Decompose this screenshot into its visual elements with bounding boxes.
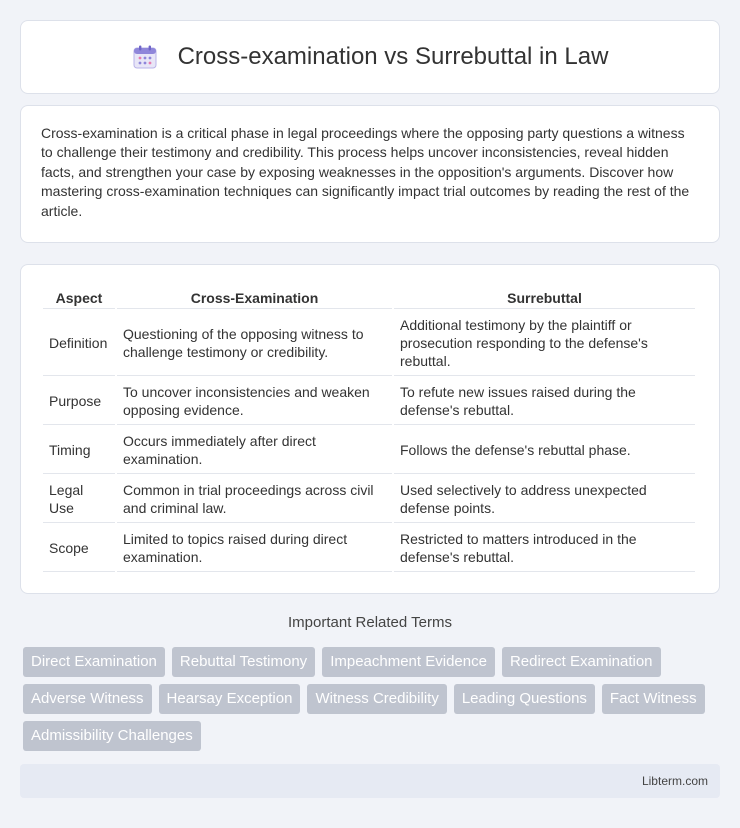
row-surrebuttal: Additional testimony by the plaintiff or prosecution responding to the defense's rebuttal. xyxy=(394,311,695,376)
row-aspect: Timing xyxy=(43,427,115,474)
row-aspect: Definition xyxy=(43,311,115,376)
table-header-row xyxy=(43,287,695,309)
row-aspect: Purpose xyxy=(43,378,115,425)
comparison-card xyxy=(20,264,720,594)
intro-paragraph: Cross-examination is a critical phase in legal proceedings where the opposing party questions a witness to challenge their testimony and credibility. This process helps uncover inconsistencies, reveal hidden facts, and strengthen your case by exposing weaknesses in the opposition's arguments. Discover how mastering cross-examination techniques can significantly impact trial outcomes by reading the rest of the article. xyxy=(41,125,690,219)
row-cross-examination: Common in trial proceedings across civil and criminal law. xyxy=(117,476,392,523)
related-terms-list xyxy=(23,647,723,751)
row-cross-examination: Occurs immediately after direct examination. xyxy=(117,427,392,474)
comparison-table xyxy=(41,285,697,574)
calendar-icon xyxy=(132,44,158,70)
header-cross-examination: Cross-Examination xyxy=(117,287,392,309)
row-surrebuttal: Follows the defense's rebuttal phase. xyxy=(394,427,695,474)
table-row xyxy=(43,427,695,474)
row-surrebuttal: Restricted to matters introduced in the defense's rebuttal. xyxy=(394,525,695,572)
table-row xyxy=(43,476,695,523)
tag-rebuttal-testimony[interactable]: Rebuttal Testimony xyxy=(172,647,315,677)
tag-witness-credibility[interactable]: Witness Credibility xyxy=(307,684,446,714)
tag-impeachment-evidence[interactable]: Impeachment Evidence xyxy=(322,647,495,677)
row-cross-examination: Questioning of the opposing witness to challenge testimony or credibility. xyxy=(117,311,392,376)
row-cross-examination: To uncover inconsistencies and weaken opposing evidence. xyxy=(117,378,392,425)
row-aspect: Scope xyxy=(43,525,115,572)
row-aspect: Legal Use xyxy=(43,476,115,523)
row-surrebuttal: Used selectively to address unexpected defense points. xyxy=(394,476,695,523)
tag-admissibility-challenges[interactable]: Admissibility Challenges xyxy=(23,721,201,751)
footer-brand[interactable]: Libterm.com xyxy=(641,774,708,788)
header-aspect: Aspect xyxy=(43,287,115,309)
tag-redirect-examination[interactable]: Redirect Examination xyxy=(502,647,661,677)
page-title: Cross-examination vs Surrebuttal in Law xyxy=(177,43,609,70)
header-surrebuttal: Surrebuttal xyxy=(394,287,695,309)
tag-adverse-witness[interactable]: Adverse Witness xyxy=(23,684,152,714)
tag-direct-examination[interactable]: Direct Examination xyxy=(23,647,165,677)
tag-leading-questions[interactable]: Leading Questions xyxy=(454,684,595,714)
header-card xyxy=(20,20,720,94)
tag-hearsay-exception[interactable]: Hearsay Exception xyxy=(159,684,301,714)
table-row xyxy=(43,525,695,572)
tag-fact-witness[interactable]: Fact Witness xyxy=(602,684,705,714)
footer xyxy=(20,764,720,798)
intro-card xyxy=(20,105,720,243)
table-row xyxy=(43,378,695,425)
title-wrap xyxy=(132,43,609,71)
table-row xyxy=(43,311,695,376)
related-terms-title: Important Related Terms xyxy=(288,614,452,631)
row-cross-examination: Limited to topics raised during direct examination. xyxy=(117,525,392,572)
row-surrebuttal: To refute new issues raised during the defense's rebuttal. xyxy=(394,378,695,425)
